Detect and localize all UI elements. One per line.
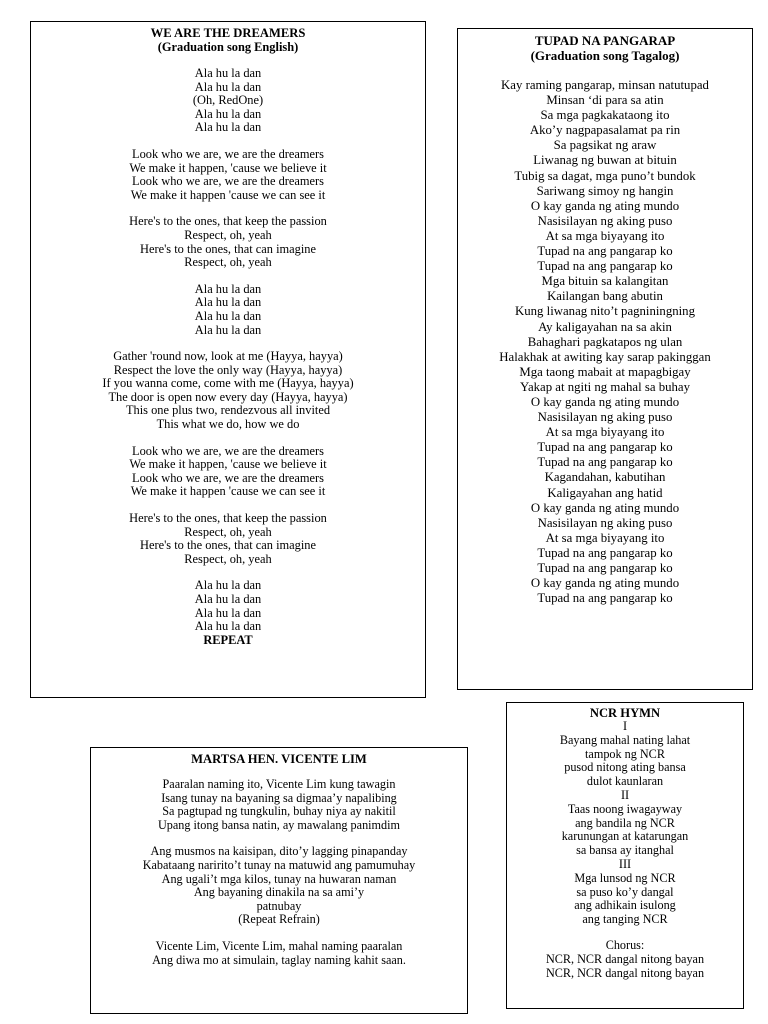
lyric-line: dulot kaunlaran xyxy=(586,774,664,789)
lyric-line: Sa mga pagkakataong ito xyxy=(540,108,670,123)
lyric-line: Tupad na ang pangarap ko xyxy=(537,561,673,575)
lyric-line: Respect the love the only way (Hayya, hayya) xyxy=(113,362,343,377)
lyric-line: Sariwang simoy ng hangin xyxy=(536,183,674,198)
lyric-line: Bayang mahal nating lahat xyxy=(559,732,691,747)
lyric-line: Tupad na ang pangarap ko xyxy=(537,455,673,470)
lyric-line: tampok ng NCR xyxy=(585,746,665,761)
lyric-line: Isang tunay na bayaning sa digmaa’y napalibing xyxy=(161,790,397,805)
tupad-subtitle: (Graduation song Tagalog) xyxy=(530,48,680,63)
lim-title: MARTSA HEN. VICENTE LIM xyxy=(191,752,367,766)
lyric-line: Ako’y nagpapasalamat pa rin xyxy=(529,123,681,138)
lyric-line: Kaligayahan ang hatid xyxy=(547,485,663,500)
ncr-chorus xyxy=(507,953,743,981)
lyric-line: We make it happen 'cause we can see it xyxy=(130,187,326,202)
lyric-line: Kagandahan, kabutihan xyxy=(544,470,666,485)
lyric-line: Tupad na ang pangarap ko xyxy=(537,244,673,259)
tupad-lines xyxy=(458,78,752,606)
lyric-line: Kay raming pangarap, minsan natutupad xyxy=(501,78,709,92)
lyric-line: Ang bayaning dinakila na sa ami’y xyxy=(193,885,365,900)
lyric-line: Ala hu la dan xyxy=(194,120,262,135)
lyric-line: Halakhak at awiting kay sarap pakinggan xyxy=(499,349,711,364)
lyric-line: ang bandila ng NCR xyxy=(575,815,675,830)
lyric-line: Tupad na ang pangarap ko xyxy=(537,259,673,274)
ncr-lines xyxy=(507,720,743,927)
lyric-line: Kung liwanag nito’t pagniningning xyxy=(515,304,695,319)
lyric-line: Kabataang naririto’t tunay na matuwid ang pamumuhay xyxy=(142,857,416,872)
lyric-line: NCR, NCR dangal nitong bayan xyxy=(545,951,705,966)
lyric-line: pusod nitong ating bansa xyxy=(564,760,686,775)
lyric-line: NCR, NCR dangal nitong bayan xyxy=(545,965,705,980)
lyric-line: Ala hu la dan xyxy=(194,578,262,593)
lyric-line: sa bansa ay itanghal xyxy=(576,843,674,858)
lyric-line: Sa pagtupad ng tungkulin, buhay niya ay nakitil xyxy=(162,804,396,819)
lyric-line: ang adhikain isulong xyxy=(574,898,676,913)
stanza xyxy=(31,67,425,135)
lyric-line: Look who we are, we are the dreamers xyxy=(132,146,324,161)
lyric-line: Nasisilayan ng aking puso xyxy=(537,515,673,530)
lyric-line: Respect, oh, yeah xyxy=(184,227,272,242)
lyric-line: Here's to the ones, that can imagine xyxy=(140,241,316,256)
lyric-line: Look who we are, we are the dreamers xyxy=(132,443,324,458)
lyric-line: Paaralan naming ito, Vicente Lim kung tawagin xyxy=(162,777,396,791)
stanza-gap xyxy=(91,927,467,940)
lyric-line: Tubig sa dagat, mga puno’t bundok xyxy=(514,168,696,183)
lyric-line: Ang ugali’t mga kilos, tunay na huwaran naman xyxy=(161,871,397,886)
stanza xyxy=(91,845,467,927)
stanza xyxy=(31,350,425,432)
lyric-line: Respect, oh, yeah xyxy=(184,255,272,270)
lyric-line: III xyxy=(618,856,632,871)
lim-stanzas xyxy=(91,778,467,967)
dreamers-stanzas xyxy=(31,67,425,634)
lyric-line: Upang itong bansa natin, ay mawalang panimdim xyxy=(157,817,400,832)
lyric-line: Mga taong mabait at mapagbigay xyxy=(519,364,691,379)
lyric-line: The door is open now every day (Hayya, hayya) xyxy=(108,389,348,404)
lyric-line: Vicente Lim, Vicente Lim, mahal naming paaralan xyxy=(155,938,403,953)
lyric-line: Tupad na ang pangarap ko xyxy=(537,545,673,560)
dreamers-repeat: REPEAT xyxy=(203,632,253,647)
lyric-line: Minsan ‘di para sa atin xyxy=(546,93,664,108)
stanza-gap xyxy=(31,270,425,283)
lyric-line: O kay ganda ng ating mundo xyxy=(530,198,680,213)
lyric-line: (Oh, RedOne) xyxy=(192,93,264,108)
lyric-line: Sa pagsikat ng araw xyxy=(553,138,657,153)
lyric-line: Here's to the ones, that can imagine xyxy=(140,538,316,553)
lyric-line: We make it happen, 'cause we believe it xyxy=(129,160,327,175)
stanza-gap xyxy=(31,432,425,445)
lyric-line: Kailangan bang abutin xyxy=(547,289,663,304)
lyric-line: At sa mga biyayang ito xyxy=(545,530,665,545)
tupad-lyrics-box xyxy=(457,28,753,690)
lyric-line: Ay kaligayahan na sa akin xyxy=(538,319,672,334)
lyric-line: Ala hu la dan xyxy=(194,281,262,296)
lyric-line: O kay ganda ng ating mundo xyxy=(530,394,680,409)
lyric-line: This what we do, how we do xyxy=(156,417,300,432)
lyric-line: Here's to the ones, that keep the passion xyxy=(129,214,327,229)
lyric-line: Taas noong iwagayway xyxy=(567,801,683,816)
lyric-line: Liwanag ng buwan at bituin xyxy=(533,153,677,168)
stanza xyxy=(31,512,425,566)
lyric-line: I xyxy=(622,719,628,733)
lyric-line: Respect, oh, yeah xyxy=(184,524,272,539)
ncr-hymn-box xyxy=(506,702,744,1009)
lyric-line: karunungan at katarungan xyxy=(561,829,689,844)
lyric-line: II xyxy=(620,787,630,802)
lyric-line: Bahaghari pagkatapos ng ulan xyxy=(527,334,683,349)
lyric-line: Ala hu la dan xyxy=(194,79,262,94)
stanza xyxy=(91,778,467,832)
lyric-line: O kay ganda ng ating mundo xyxy=(530,500,680,515)
lyric-line: ang tanging NCR xyxy=(582,912,668,927)
stanza xyxy=(31,445,425,499)
lyric-line: sa puso ko’y dangal xyxy=(576,884,674,899)
lyric-line: Ang diwa mo at simulain, taglay naming kahit saan. xyxy=(152,952,406,967)
lyric-line: (Repeat Refrain) xyxy=(238,912,320,927)
lyric-line: Ala hu la dan xyxy=(194,295,262,310)
lyric-line: At sa mga biyayang ito xyxy=(545,425,665,440)
lyric-line: Ala hu la dan xyxy=(194,605,262,620)
lyric-line: Gather 'round now, look at me (Hayya, hayya) xyxy=(113,349,343,364)
lyric-line: Ala hu la dan xyxy=(194,66,262,80)
ncr-chorus-label: Chorus: xyxy=(605,937,645,952)
lyric-line: Ang musmos na kaisipan, dito’y lagging pinapanday xyxy=(150,844,408,859)
lim-march-box xyxy=(90,747,468,1014)
lyric-line: Nasisilayan ng aking puso xyxy=(537,410,673,425)
lyric-line: Ala hu la dan xyxy=(194,308,262,323)
lyric-line: Here's to the ones, that keep the passion xyxy=(129,511,327,526)
stanza xyxy=(31,283,425,337)
lyric-line: Mga bituin sa kalangitan xyxy=(541,274,669,289)
lyric-line: patnubay xyxy=(256,898,302,913)
lyric-line: At sa mga biyayang ito xyxy=(545,228,665,243)
lyric-line: Tupad na ang pangarap ko xyxy=(537,440,673,455)
stanza xyxy=(31,579,425,633)
stanza xyxy=(91,940,467,967)
lyric-line: Look who we are, we are the dreamers xyxy=(132,174,324,189)
lyric-line: Mga lunsod ng NCR xyxy=(574,870,676,885)
lyric-line: Ala hu la dan xyxy=(194,322,262,337)
lyric-line: Ala hu la dan xyxy=(194,592,262,606)
ncr-title: NCR HYMN xyxy=(589,706,661,720)
lyric-line: We make it happen, 'cause we believe it xyxy=(129,457,327,472)
lyric-line: Nasisilayan ng aking puso xyxy=(537,213,673,228)
lyric-line: Tupad na ang pangarap ko xyxy=(537,591,673,606)
lyric-line: We make it happen 'cause we can see it xyxy=(130,484,326,499)
lyric-line: Ala hu la dan xyxy=(194,619,262,634)
dreamers-title: WE ARE THE DREAMERS xyxy=(150,26,306,40)
stanza xyxy=(31,215,425,269)
lyric-line: Respect, oh, yeah xyxy=(184,551,272,566)
dreamers-lyrics-box xyxy=(30,21,426,698)
dreamers-subtitle: (Graduation song English) xyxy=(157,40,299,54)
stanza xyxy=(31,148,425,202)
lyric-line: If you wanna come, come with me (Hayya, hayya) xyxy=(102,376,354,391)
lyric-line: O kay ganda ng ating mundo xyxy=(530,576,680,591)
lyric-line: Ala hu la dan xyxy=(194,106,262,121)
lyric-line: This one plus two, rendezvous all invited xyxy=(125,403,331,418)
lyric-line: Yakap at ngiti ng mahal sa buhay xyxy=(519,379,690,394)
tupad-title: TUPAD NA PANGARAP xyxy=(534,33,676,48)
lyric-line: Look who we are, we are the dreamers xyxy=(132,470,324,485)
